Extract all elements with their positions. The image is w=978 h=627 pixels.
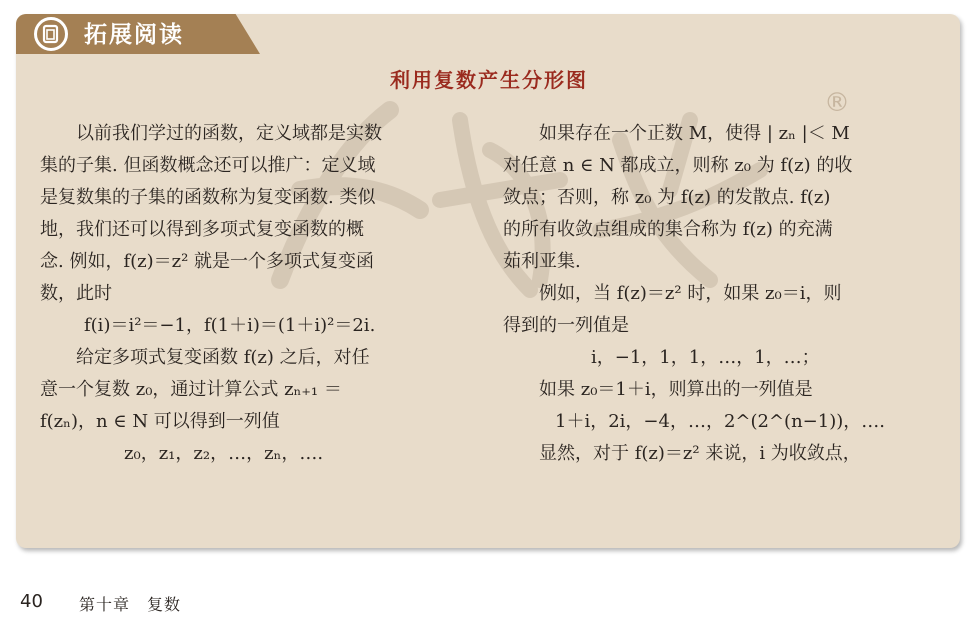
formula-line: i，−1，1，1，…，1，…； <box>591 347 820 368</box>
formula-line: 1＋i，2i，−4，…，2^(2^(n−1))，…. <box>555 411 885 432</box>
text-line: 如果存在一个正数 M，使得 | zₙ |＜ M <box>539 123 850 144</box>
text-line: 对任意 n ∈ N 都成立，则称 z₀ 为 f(z) 的收 <box>503 155 853 176</box>
text-line: 念. 例如，f(z)＝z² 就是一个多项式复变函 <box>40 251 375 272</box>
left-column <box>40 118 470 470</box>
formula-line: z₀，z₁，z₂，…，zₙ，…. <box>124 443 324 464</box>
text-line: 集的子集. 但函数概念还可以推广：定义域 <box>40 155 376 176</box>
right-column <box>503 118 933 470</box>
text-line: 茹利亚集. <box>503 251 581 272</box>
box-title: 利用复数产生分形图 <box>390 68 588 92</box>
text-line: 得到的一列值是 <box>503 315 629 336</box>
text-line: 是复数集的子集的函数称为复变函数. 类似 <box>40 187 376 208</box>
text-line: f(zₙ)，n ∈ N 可以得到一列值 <box>40 411 280 432</box>
text-line: 如果 z₀＝1＋i，则算出的一列值是 <box>539 379 813 400</box>
book-icon <box>34 17 68 51</box>
text-line: 地，我们还可以得到多项式复变函数的概 <box>40 219 364 240</box>
text-line: 例如，当 f(z)＝z² 时，如果 z₀＝i，则 <box>539 283 842 304</box>
tab-label: 拓展阅读 <box>84 22 184 48</box>
text-line: 的所有收敛点组成的集合称为 f(z) 的充满 <box>503 219 833 240</box>
text-line: 敛点；否则，称 z₀ 为 f(z) 的发散点. f(z) <box>503 187 831 208</box>
text-line: 意一个复数 z₀，通过计算公式 zₙ₊₁ ＝ <box>40 379 342 400</box>
text-line: 数，此时 <box>40 283 112 304</box>
text-line: 给定多项式复变函数 f(z) 之后，对任 <box>76 347 370 368</box>
formula-line: f(i)＝i²＝−1，f(1＋i)＝(1＋i)²＝2i. <box>84 315 376 336</box>
text-line: 显然，对于 f(z)＝z² 来说，i 为收敛点， <box>539 443 861 464</box>
chapter-heading: 第十章 复数 <box>79 595 182 614</box>
registered-mark: ® <box>824 88 850 118</box>
page-number: 40 <box>20 591 43 612</box>
text-line: 以前我们学过的函数，定义域都是实数 <box>76 123 382 144</box>
